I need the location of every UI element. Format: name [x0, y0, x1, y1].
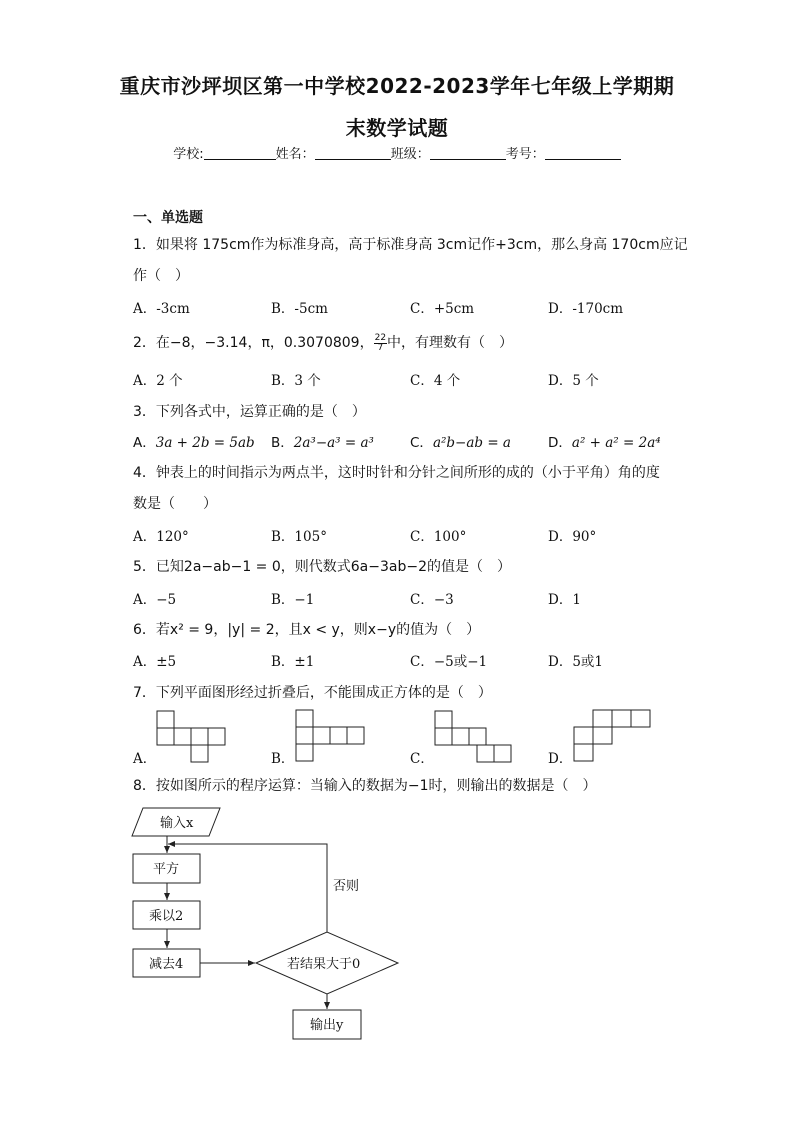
q3-option-d-label: D． [548, 435, 572, 451]
q2-option-a: A．2 个 [133, 373, 183, 389]
q4-option-a: A．120° [133, 529, 189, 545]
q4-option-b: B．105° [271, 529, 327, 545]
q2-fraction-numerator: 22 [374, 332, 387, 343]
q2-stem-suffix: 中，有理数有（ ） [387, 335, 514, 351]
q3-option-d-expr: a² + a² = 2a⁴ [571, 435, 661, 451]
q3-option-c-expr: a²b−ab = a [432, 435, 511, 451]
q6-option-c: C．−5或−1 [410, 654, 488, 670]
q1-option-c: C．+5cm [410, 301, 475, 317]
q4-stem-line2: 数是（ ） [133, 496, 217, 512]
q1-option-a: A．-3cm [133, 301, 190, 317]
name-label: 姓名： [275, 147, 315, 162]
q6-option-b: B．±1 [271, 654, 315, 670]
q3-option-a-label: A． [133, 435, 156, 451]
q1-option-d: D．-170cm [548, 301, 624, 317]
q7-option-a-label: A． [133, 751, 157, 767]
q4-stem-line1: 4．钟表上的时间指示为两点半，这时时针和分针之间所形的成的（小于平角）角的度 [133, 465, 660, 481]
q7-option-d-label: D． [548, 751, 573, 767]
q4-option-d: D．90° [548, 529, 597, 545]
flow-minus4-label: 减去4 [149, 957, 184, 972]
flow-input-label: 输入x [160, 816, 194, 831]
class-label: 班级： [390, 147, 430, 162]
q5-stem: 5．已知2a−ab−1 = 0，则代数式6a−3ab−2的值是（ ） [133, 559, 511, 575]
q1-option-b: B．-5cm [271, 301, 328, 317]
exam-title-line1: 重庆市沙坪坝区第一中学校2022-2023学年七年级上学期期 [119, 74, 675, 98]
q5-option-c: C．−3 [410, 592, 454, 608]
exam-title-line2: 末数学试题 [345, 116, 449, 140]
q4-option-c: C．100° [410, 529, 467, 545]
q7-stem: 7．下列平面图形经过折叠后，不能围成正方体的是（ ） [133, 685, 492, 701]
flow-output-label: 输出y [310, 1018, 344, 1033]
q2-fraction-denominator: 7 [377, 342, 384, 353]
q6-option-a: A．±5 [133, 654, 177, 670]
flow-decision-label: 若结果大于0 [287, 957, 361, 972]
school-label: 学校: [173, 147, 204, 162]
q6-stem: 6．若x² = 9，|y| = 2，且x < y，则x−y的值为（ ） [133, 622, 481, 638]
q2-option-d: D．5 个 [548, 373, 599, 389]
q7-option-b-label: B． [271, 751, 295, 767]
q5-option-d: D．1 [548, 592, 581, 608]
q2-stem-prefix: 2．在−8，−3.14，π，0.3070809， [133, 335, 374, 351]
q8-stem: 8．按如图所示的程序运算：当输入的数据为−1时，则输出的数据是（ ） [133, 778, 597, 794]
q7-option-c-label: C． [410, 751, 434, 767]
q2-option-b: B．3 个 [271, 373, 321, 389]
flow-else-label: 否则 [333, 879, 360, 894]
flow-times2-label: 乘以2 [149, 909, 184, 924]
q3-option-b-label: B． [271, 435, 294, 451]
q6-option-d: D．5或1 [548, 654, 604, 670]
q5-option-a: A．−5 [133, 592, 177, 608]
flow-square-label: 平方 [153, 862, 180, 877]
q2-option-c: C．4 个 [410, 373, 461, 389]
q5-option-b: B．−1 [271, 592, 315, 608]
q1-stem-line1: 1．如果将 175cm作为标准身高，高于标准身高 3cm记作+3cm，那么身高 170cm应记 [133, 237, 688, 253]
q3-stem: 3．下列各式中，运算正确的是（ ） [133, 404, 366, 420]
q1-stem-line2: 作（ ） [133, 268, 189, 284]
q3-option-b-expr: 2a³−a³ = a³ [293, 435, 374, 451]
section-title: 一、单选题 [133, 210, 203, 226]
q3-option-a-expr: 3a + 2b = 5ab [155, 435, 255, 451]
exam-no-label: 考号： [505, 147, 545, 162]
q3-option-c-label: C． [410, 435, 433, 451]
